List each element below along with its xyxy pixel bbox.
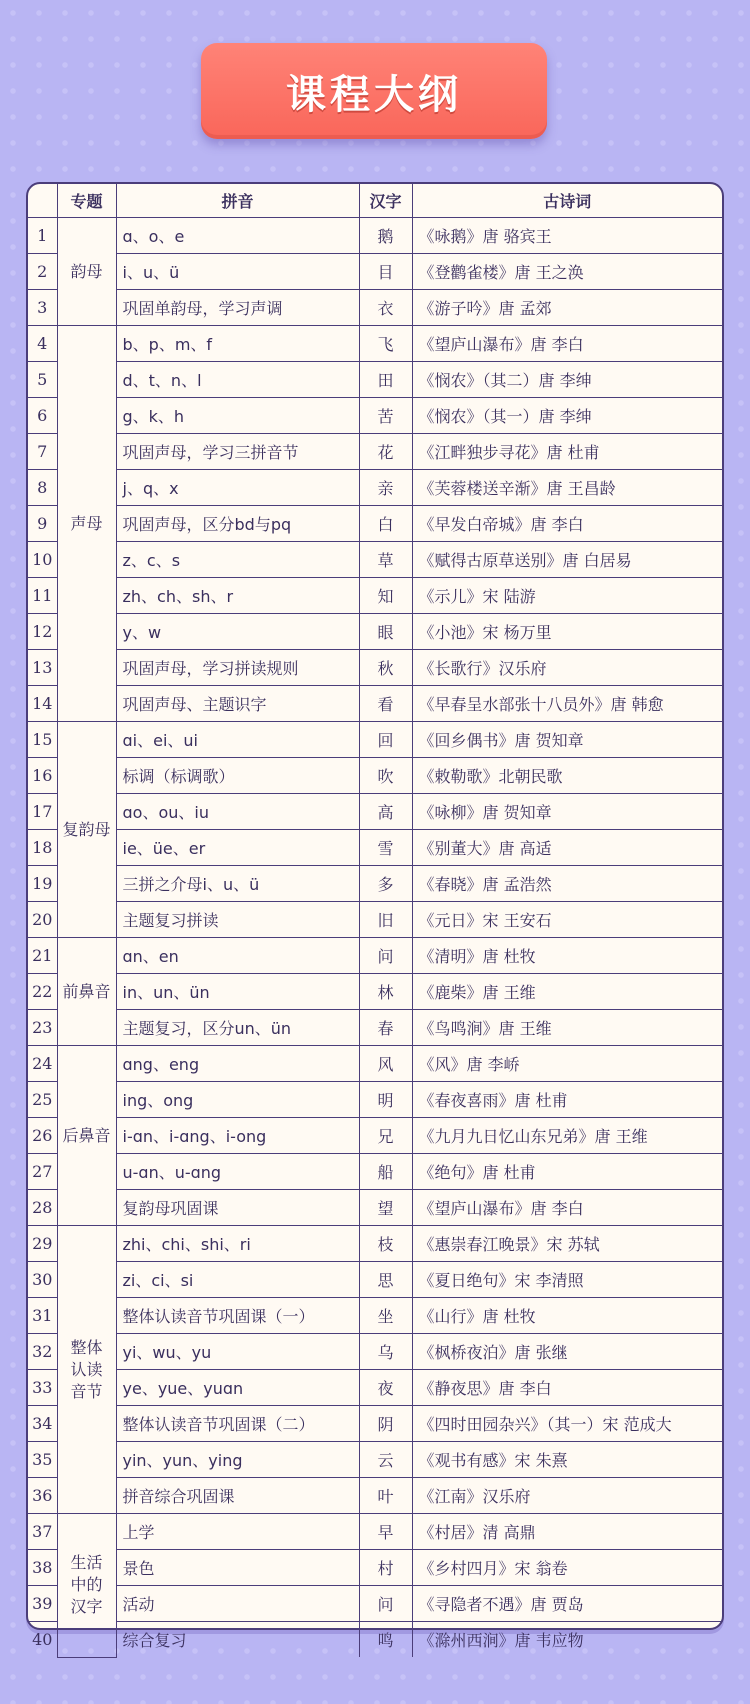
lesson-number: 22 <box>28 974 57 1010</box>
table-row <box>28 938 722 974</box>
poem-cell: 《示儿》宋 陆游 <box>412 578 722 614</box>
table-row <box>28 506 722 542</box>
hanzi-cell: 旧 <box>359 902 412 938</box>
table-row <box>28 1586 722 1622</box>
poem-cell: 《风》唐 李峤 <box>412 1046 722 1082</box>
pinyin-cell: 复韵母巩固课 <box>116 1190 359 1226</box>
lesson-number: 35 <box>28 1442 57 1478</box>
lesson-number: 13 <box>28 650 57 686</box>
table-row <box>28 614 722 650</box>
table-row <box>28 650 722 686</box>
pinyin-cell: b、p、m、f <box>116 326 359 362</box>
table-row <box>28 1478 722 1514</box>
poem-cell: 《江南》汉乐府 <box>412 1478 722 1514</box>
pinyin-cell: ing、ong <box>116 1082 359 1118</box>
poem-cell: 《芙蓉楼送辛渐》唐 王昌龄 <box>412 470 722 506</box>
poem-cell: 《游子吟》唐 孟郊 <box>412 290 722 326</box>
pinyin-cell: 主题复习拼读 <box>116 902 359 938</box>
poem-cell: 《山行》唐 杜牧 <box>412 1298 722 1334</box>
header-row <box>28 184 722 218</box>
table-row <box>28 542 722 578</box>
topic-cell: 后鼻音 <box>57 1046 116 1226</box>
pinyin-cell: 三拼之介母i、u、ü <box>116 866 359 902</box>
poem-cell: 《咏柳》唐 贺知章 <box>412 794 722 830</box>
hanzi-cell: 高 <box>359 794 412 830</box>
poem-cell: 《滁州西涧》唐 韦应物 <box>412 1622 722 1658</box>
hanzi-cell: 眼 <box>359 614 412 650</box>
hanzi-cell: 春 <box>359 1010 412 1046</box>
pinyin-cell: yin、yun、ying <box>116 1442 359 1478</box>
table-row <box>28 1298 722 1334</box>
lesson-number: 36 <box>28 1478 57 1514</box>
lesson-number: 14 <box>28 686 57 722</box>
lesson-number: 24 <box>28 1046 57 1082</box>
table-row <box>28 1622 722 1658</box>
poem-cell: 《乡村四月》宋 翁卷 <box>412 1550 722 1586</box>
lesson-number: 17 <box>28 794 57 830</box>
table-row <box>28 254 722 290</box>
poem-cell: 《四时田园杂兴》（其一）宋 范成大 <box>412 1406 722 1442</box>
poem-cell: 《绝句》唐 杜甫 <box>412 1154 722 1190</box>
lesson-number: 23 <box>28 1010 57 1046</box>
lesson-number: 18 <box>28 830 57 866</box>
pinyin-cell: in、un、ün <box>116 974 359 1010</box>
topic-cell: 声母 <box>57 326 116 722</box>
hanzi-cell: 风 <box>359 1046 412 1082</box>
table-row <box>28 866 722 902</box>
pinyin-cell: ɑ、o、e <box>116 218 359 254</box>
pinyin-cell: g、k、h <box>116 398 359 434</box>
table-row <box>28 1046 722 1082</box>
lesson-number: 37 <box>28 1514 57 1550</box>
header-poem: 古诗词 <box>412 184 722 218</box>
hanzi-cell: 夜 <box>359 1370 412 1406</box>
pinyin-cell: 整体认读音节巩固课（二） <box>116 1406 359 1442</box>
pinyin-cell: 拼音综合巩固课 <box>116 1478 359 1514</box>
poem-cell: 《别董大》唐 高适 <box>412 830 722 866</box>
pinyin-cell: zhi、chi、shi、ri <box>116 1226 359 1262</box>
poem-cell: 《鹿柴》唐 王维 <box>412 974 722 1010</box>
poem-cell: 《寻隐者不遇》唐 贾岛 <box>412 1586 722 1622</box>
table-row <box>28 1154 722 1190</box>
pinyin-cell: 景色 <box>116 1550 359 1586</box>
poem-cell: 《元日》宋 王安石 <box>412 902 722 938</box>
hanzi-cell: 枝 <box>359 1226 412 1262</box>
title-banner <box>201 43 547 139</box>
pinyin-cell: i-ɑn、i-ɑng、i-ong <box>116 1118 359 1154</box>
lesson-number: 30 <box>28 1262 57 1298</box>
hanzi-cell: 问 <box>359 938 412 974</box>
poem-cell: 《惠崇春江晚景》宋 苏轼 <box>412 1226 722 1262</box>
poem-cell: 《村居》清 高鼎 <box>412 1514 722 1550</box>
header-topic: 专题 <box>57 184 116 218</box>
lesson-number: 10 <box>28 542 57 578</box>
poem-cell: 《望庐山瀑布》唐 李白 <box>412 1190 722 1226</box>
hanzi-cell: 问 <box>359 1586 412 1622</box>
pinyin-cell: 综合复习 <box>116 1622 359 1658</box>
hanzi-cell: 林 <box>359 974 412 1010</box>
poem-cell: 《咏鹅》唐 骆宾王 <box>412 218 722 254</box>
pinyin-cell: yi、wu、yu <box>116 1334 359 1370</box>
topic-cell: 前鼻音 <box>57 938 116 1046</box>
pinyin-cell: zh、ch、sh、r <box>116 578 359 614</box>
pinyin-cell: ɑo、ou、iu <box>116 794 359 830</box>
lesson-number: 7 <box>28 434 57 470</box>
poem-cell: 《早发白帝城》唐 李白 <box>412 506 722 542</box>
lesson-number: 34 <box>28 1406 57 1442</box>
pinyin-cell: 巩固声母，区分bd与pq <box>116 506 359 542</box>
lesson-number: 1 <box>28 218 57 254</box>
lesson-number: 28 <box>28 1190 57 1226</box>
hanzi-cell: 明 <box>359 1082 412 1118</box>
table-row <box>28 398 722 434</box>
poem-cell: 《春夜喜雨》唐 杜甫 <box>412 1082 722 1118</box>
header-hanzi: 汉字 <box>359 184 412 218</box>
hanzi-cell: 飞 <box>359 326 412 362</box>
poem-cell: 《回乡偶书》唐 贺知章 <box>412 722 722 758</box>
poem-cell: 《悯农》（其一）唐 李绅 <box>412 398 722 434</box>
lesson-number: 12 <box>28 614 57 650</box>
lesson-number: 31 <box>28 1298 57 1334</box>
topic-cell: 韵母 <box>57 218 116 326</box>
lesson-number: 27 <box>28 1154 57 1190</box>
hanzi-cell: 回 <box>359 722 412 758</box>
poem-cell: 《敕勒歌》北朝民歌 <box>412 758 722 794</box>
hanzi-cell: 知 <box>359 578 412 614</box>
lesson-number: 6 <box>28 398 57 434</box>
poem-cell: 《鸟鸣涧》唐 王维 <box>412 1010 722 1046</box>
hanzi-cell: 苦 <box>359 398 412 434</box>
lesson-number: 11 <box>28 578 57 614</box>
pinyin-cell: 整体认读音节巩固课（一） <box>116 1298 359 1334</box>
topic-cell: 整体 认读 音节 <box>57 1226 116 1514</box>
table-row <box>28 1190 722 1226</box>
pinyin-cell: 巩固声母、主题识字 <box>116 686 359 722</box>
poem-cell: 《夏日绝句》宋 李清照 <box>412 1262 722 1298</box>
table-row <box>28 1082 722 1118</box>
table-row <box>28 470 722 506</box>
header-num <box>28 184 57 218</box>
hanzi-cell: 船 <box>359 1154 412 1190</box>
table-row <box>28 326 722 362</box>
lesson-number: 19 <box>28 866 57 902</box>
syllabus-table-container <box>26 182 724 1650</box>
table-row <box>28 1118 722 1154</box>
poem-cell: 《长歌行》汉乐府 <box>412 650 722 686</box>
poem-cell: 《江畔独步寻花》唐 杜甫 <box>412 434 722 470</box>
poem-cell: 《悯农》（其二）唐 李绅 <box>412 362 722 398</box>
pinyin-cell: 巩固声母，学习拼读规则 <box>116 650 359 686</box>
hanzi-cell: 阴 <box>359 1406 412 1442</box>
hanzi-cell: 多 <box>359 866 412 902</box>
lesson-number: 33 <box>28 1370 57 1406</box>
table-row <box>28 794 722 830</box>
poem-cell: 《早春呈水部张十八员外》唐 韩愈 <box>412 686 722 722</box>
hanzi-cell: 田 <box>359 362 412 398</box>
lesson-number: 15 <box>28 722 57 758</box>
pinyin-cell: 巩固单韵母，学习声调 <box>116 290 359 326</box>
pinyin-cell: d、t、n、l <box>116 362 359 398</box>
lesson-number: 40 <box>28 1622 57 1658</box>
hanzi-cell: 衣 <box>359 290 412 326</box>
poem-cell: 《枫桥夜泊》唐 张继 <box>412 1334 722 1370</box>
table-row <box>28 290 722 326</box>
pinyin-cell: i、u、ü <box>116 254 359 290</box>
hanzi-cell: 鹅 <box>359 218 412 254</box>
hanzi-cell: 亲 <box>359 470 412 506</box>
pinyin-cell: 巩固声母，学习三拼音节 <box>116 434 359 470</box>
hanzi-cell: 秋 <box>359 650 412 686</box>
table-body <box>28 218 722 1658</box>
hanzi-cell: 鸣 <box>359 1622 412 1658</box>
table-row <box>28 974 722 1010</box>
lesson-number: 39 <box>28 1586 57 1622</box>
table-row <box>28 1226 722 1262</box>
hanzi-cell: 村 <box>359 1550 412 1586</box>
table-row <box>28 686 722 722</box>
lesson-number: 4 <box>28 326 57 362</box>
table-row <box>28 218 722 254</box>
pinyin-cell: y、w <box>116 614 359 650</box>
table-row <box>28 1010 722 1046</box>
table-row <box>28 1514 722 1550</box>
lesson-number: 21 <box>28 938 57 974</box>
pinyin-cell: ɑn、en <box>116 938 359 974</box>
hanzi-cell: 看 <box>359 686 412 722</box>
table-row <box>28 758 722 794</box>
table-row <box>28 1442 722 1478</box>
hanzi-cell: 白 <box>359 506 412 542</box>
topic-cell: 生活 中的 汉字 <box>57 1514 116 1658</box>
table-row <box>28 1406 722 1442</box>
pinyin-cell: j、q、x <box>116 470 359 506</box>
pinyin-cell: zi、ci、si <box>116 1262 359 1298</box>
lesson-number: 38 <box>28 1550 57 1586</box>
lesson-number: 3 <box>28 290 57 326</box>
table-row <box>28 830 722 866</box>
table-row <box>28 902 722 938</box>
pinyin-cell: 标调（标调歌） <box>116 758 359 794</box>
poem-cell: 《静夜思》唐 李白 <box>412 1370 722 1406</box>
lesson-number: 8 <box>28 470 57 506</box>
header-pinyin: 拼音 <box>116 184 359 218</box>
pinyin-cell: u-ɑn、u-ɑng <box>116 1154 359 1190</box>
pinyin-cell: 主题复习，区分un、ün <box>116 1010 359 1046</box>
table-row <box>28 578 722 614</box>
hanzi-cell: 花 <box>359 434 412 470</box>
hanzi-cell: 目 <box>359 254 412 290</box>
poem-cell: 《清明》唐 杜牧 <box>412 938 722 974</box>
table-row <box>28 722 722 758</box>
hanzi-cell: 思 <box>359 1262 412 1298</box>
topic-cell: 复韵母 <box>57 722 116 938</box>
pinyin-cell: 上学 <box>116 1514 359 1550</box>
hanzi-cell: 叶 <box>359 1478 412 1514</box>
table-row <box>28 1370 722 1406</box>
lesson-number: 16 <box>28 758 57 794</box>
table-row <box>28 1262 722 1298</box>
lesson-number: 9 <box>28 506 57 542</box>
hanzi-cell: 早 <box>359 1514 412 1550</box>
pinyin-cell: 活动 <box>116 1586 359 1622</box>
hanzi-cell: 望 <box>359 1190 412 1226</box>
hanzi-cell: 乌 <box>359 1334 412 1370</box>
hanzi-cell: 草 <box>359 542 412 578</box>
syllabus-table <box>28 184 722 1658</box>
poem-cell: 《九月九日忆山东兄弟》唐 王维 <box>412 1118 722 1154</box>
hanzi-cell: 云 <box>359 1442 412 1478</box>
pinyin-cell: ɑi、ei、ui <box>116 722 359 758</box>
pinyin-cell: ye、yue、yuɑn <box>116 1370 359 1406</box>
pinyin-cell: ɑng、eng <box>116 1046 359 1082</box>
lesson-number: 20 <box>28 902 57 938</box>
poem-cell: 《登鹳雀楼》唐 王之涣 <box>412 254 722 290</box>
poem-cell: 《观书有感》宋 朱熹 <box>412 1442 722 1478</box>
poem-cell: 《望庐山瀑布》唐 李白 <box>412 326 722 362</box>
table-row <box>28 362 722 398</box>
hanzi-cell: 吹 <box>359 758 412 794</box>
table-row <box>28 1550 722 1586</box>
poem-cell: 《小池》宋 杨万里 <box>412 614 722 650</box>
lesson-number: 29 <box>28 1226 57 1262</box>
hanzi-cell: 坐 <box>359 1298 412 1334</box>
page-title: 课程大纲 <box>286 71 462 118</box>
pinyin-cell: z、c、s <box>116 542 359 578</box>
hanzi-cell: 兄 <box>359 1118 412 1154</box>
hanzi-cell: 雪 <box>359 830 412 866</box>
poem-cell: 《春晓》唐 孟浩然 <box>412 866 722 902</box>
lesson-number: 5 <box>28 362 57 398</box>
lesson-number: 2 <box>28 254 57 290</box>
lesson-number: 26 <box>28 1118 57 1154</box>
table-row <box>28 1334 722 1370</box>
lesson-number: 32 <box>28 1334 57 1370</box>
lesson-number: 25 <box>28 1082 57 1118</box>
table-row <box>28 434 722 470</box>
poem-cell: 《赋得古原草送别》唐 白居易 <box>412 542 722 578</box>
pinyin-cell: ie、üe、er <box>116 830 359 866</box>
